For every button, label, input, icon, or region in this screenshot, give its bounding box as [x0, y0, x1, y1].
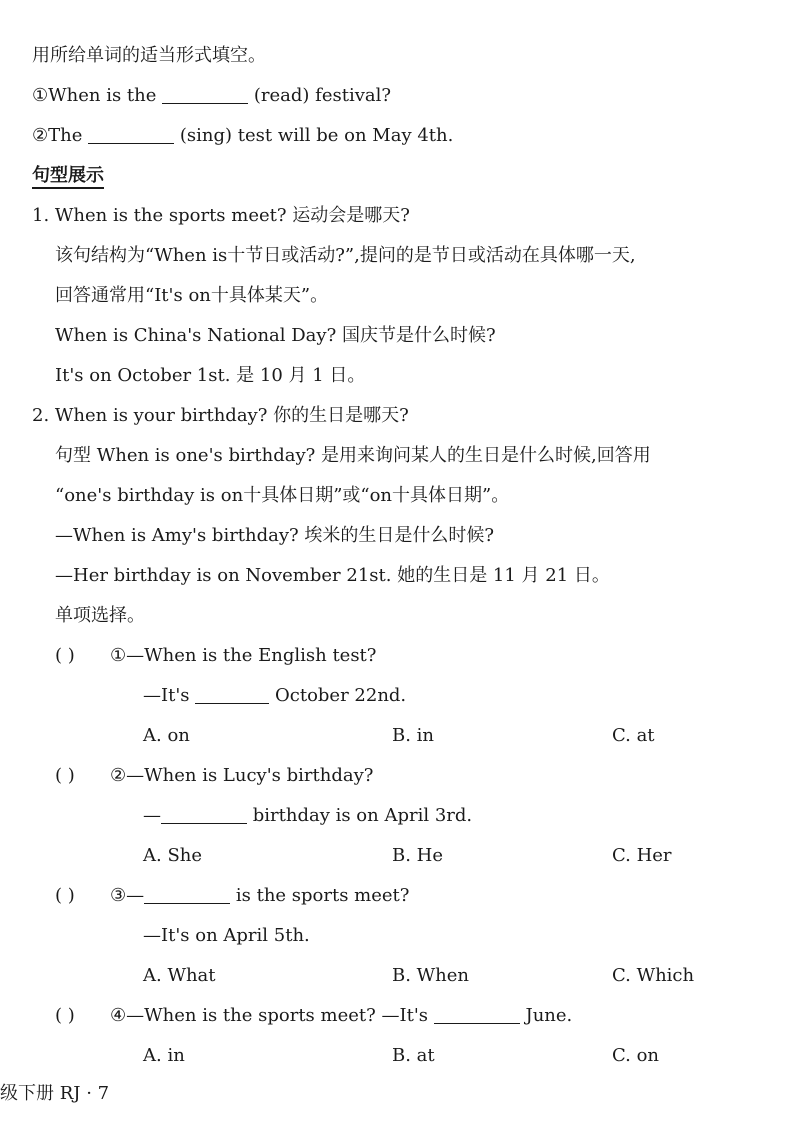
question-text: —When is the English test? [126, 645, 377, 666]
option-c[interactable]: C. Which [612, 965, 695, 986]
question-text: —When is Lucy's birthday? [126, 765, 374, 786]
question-text-before: When is the [48, 85, 157, 106]
answer-text-after: October 22nd. [275, 685, 407, 706]
mc-question-2 [110, 764, 373, 788]
point-2-explanation-1: 句型 When is one's birthday? 是用来询问某人的生日是什么时候,回答用 [55, 445, 651, 466]
question-number: ① [110, 645, 127, 666]
answer-text-after: birthday is on April 3rd. [252, 805, 473, 826]
section-title-text: 句型展示 [32, 165, 104, 189]
exercise-label: 单项选择。 [55, 605, 145, 626]
question-text-before: The [48, 125, 83, 146]
point-2-explanation-2: “one's birthday is on十具体日期”或“on十具体日期”。 [55, 485, 510, 506]
mc-answer-1 [143, 684, 406, 708]
answer-paren[interactable]: ( ) [55, 885, 75, 906]
mc-answer-3 [143, 924, 310, 948]
option-b[interactable]: B. He [392, 845, 444, 866]
point-1-example-2: It's on October 1st. 是 10 月 1 日。 [55, 365, 366, 386]
answer-paren[interactable]: ( ) [55, 645, 75, 666]
instruction-text: 用所给单词的适当形式填空。 [32, 45, 266, 66]
answer-paren[interactable]: ( ) [55, 765, 75, 786]
answer-text-before: —It's [143, 685, 190, 706]
option-b[interactable]: B. in [392, 725, 435, 746]
answer-blank[interactable] [162, 85, 248, 104]
question-text-after: is the sports meet? [235, 885, 410, 906]
answer-blank[interactable] [88, 125, 174, 144]
answer-blank[interactable] [144, 885, 230, 904]
option-a[interactable]: A. She [143, 845, 203, 866]
answer-paren[interactable]: ( ) [55, 1005, 75, 1026]
question-number: ① [32, 85, 49, 106]
option-b[interactable]: B. at [392, 1045, 435, 1066]
question-number: ② [110, 765, 127, 786]
answer-blank[interactable] [434, 1005, 520, 1024]
question-text-after: (read) festival? [253, 85, 392, 106]
question-number: ④ [110, 1005, 127, 1026]
fill-question-1 [32, 84, 391, 108]
mc-answer-2 [143, 804, 472, 828]
point-2-title: 2. When is your birthday? 你的生日是哪天? [32, 405, 409, 426]
point-1-example-1: When is China's National Day? 国庆节是什么时候? [55, 325, 496, 346]
option-c[interactable]: C. at [612, 725, 655, 746]
option-b[interactable]: B. When [392, 965, 470, 986]
answer-blank[interactable] [195, 685, 269, 704]
point-1-explanation-2: 回答通常用“It's on十具体某天”。 [55, 285, 329, 306]
answer-text-before: — [143, 805, 161, 826]
fill-question-2 [32, 124, 453, 148]
question-text-after: June. [525, 1005, 573, 1026]
answer-blank[interactable] [161, 805, 247, 824]
question-number: ③ [110, 885, 127, 906]
option-a[interactable]: A. on [143, 725, 190, 746]
option-c[interactable]: C. on [612, 1045, 660, 1066]
section-title [32, 164, 104, 188]
option-a[interactable]: A. What [143, 965, 216, 986]
mc-question-1 [110, 644, 376, 668]
mc-question-4 [110, 1004, 572, 1028]
option-a[interactable]: A. in [143, 1045, 185, 1066]
point-1-explanation-1: 该句结构为“When is十节日或活动?”,提问的是节日或活动在具体哪一天, [55, 245, 636, 266]
page-footer: 级下册 RJ · 7 [0, 1083, 110, 1104]
point-2-example-2: —Her birthday is on November 21st. 她的生日是 11 月 21 日。 [55, 565, 610, 586]
point-2-example-1: —When is Amy's birthday? 埃米的生日是什么时候? [55, 525, 495, 546]
option-c[interactable]: C. Her [612, 845, 672, 866]
question-number: ② [32, 125, 49, 146]
question-text-before: —When is the sports meet? —It's [126, 1005, 429, 1026]
point-1-title: 1. When is the sports meet? 运动会是哪天? [32, 205, 410, 226]
question-text-after: (sing) test will be on May 4th. [179, 125, 454, 146]
question-text-before: — [126, 885, 145, 906]
answer-text: —It's on April 5th. [143, 925, 310, 946]
mc-question-3 [110, 884, 409, 908]
